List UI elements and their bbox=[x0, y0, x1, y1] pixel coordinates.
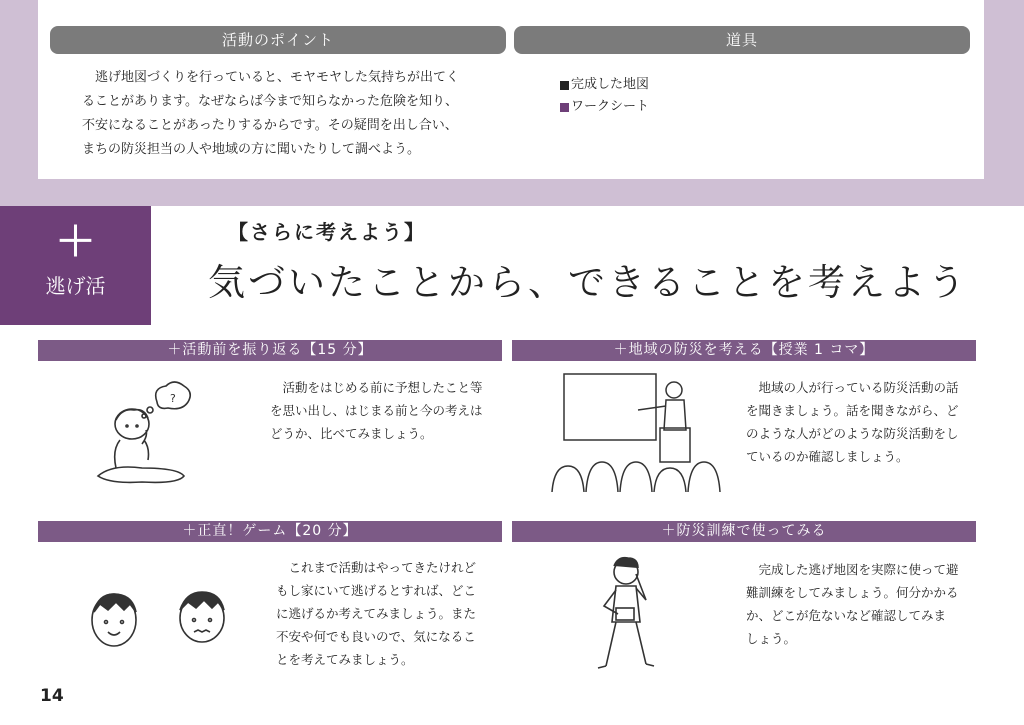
text-line: しょう。 bbox=[746, 631, 797, 646]
activity-title-bar: ＋活動前を振り返る【15 分】 bbox=[38, 340, 502, 361]
activity-text bbox=[746, 376, 976, 468]
text-line: 地域の人が行っている防災活動の話 bbox=[758, 380, 959, 395]
activity-text bbox=[270, 376, 502, 445]
list-item bbox=[560, 74, 649, 96]
text-line: 不安や何でも良いので、気になるこ bbox=[276, 629, 476, 644]
text-line: まちの防災担当の人や地域の方に聞いたりして調べよう。 bbox=[82, 142, 421, 157]
activity-title-bar: ＋正直！ゲーム【20 分】 bbox=[38, 521, 502, 542]
page-title: 気づいたことから、できることを考えよう bbox=[208, 261, 968, 304]
square-bullet-icon bbox=[560, 81, 569, 90]
page-number: 14 bbox=[40, 686, 64, 706]
person-with-map-icon bbox=[596, 556, 666, 672]
text-line: に逃げるか考えてみましょう。また bbox=[276, 606, 477, 621]
text-line: ることがあります。なぜならば今まで知らなかった危険を知り、 bbox=[82, 94, 458, 109]
two-faces-icon bbox=[86, 590, 236, 650]
text-line: とを考えてみましょう。 bbox=[276, 652, 414, 667]
thinking-child-icon bbox=[92, 378, 192, 493]
text-line: 難訓練をしてみましょう。何分かかる bbox=[746, 585, 959, 600]
lecture-audience-icon bbox=[546, 370, 722, 496]
section-badge bbox=[0, 206, 151, 325]
tool-label: 完成した地図 bbox=[571, 77, 650, 92]
tool-label: ワークシート bbox=[571, 99, 650, 114]
tools-list bbox=[560, 74, 649, 118]
text-line: どうか、比べてみましょう。 bbox=[270, 426, 433, 441]
section-label: 逃げ活 bbox=[45, 274, 106, 298]
text-line: 活動をはじめる前に予想したこと等 bbox=[282, 380, 483, 395]
svg-text:?: ? bbox=[170, 392, 176, 405]
tools-header: 道具 bbox=[514, 26, 970, 54]
subheading: 【さらに考えよう】 bbox=[228, 220, 426, 244]
square-bullet-icon bbox=[560, 103, 569, 112]
activity-title-bar: ＋防災訓練で使ってみる bbox=[512, 521, 976, 542]
text-line: を聞きましょう。話を聞きながら、ど bbox=[746, 403, 959, 418]
activity-text bbox=[746, 558, 976, 650]
text-line: か、どこが危ないなど確認してみま bbox=[746, 608, 947, 623]
text-line: ているのか確認しましょう。 bbox=[746, 449, 909, 464]
list-item bbox=[560, 96, 649, 118]
plus-icon: ＋ bbox=[55, 219, 96, 265]
text-line: もし家にいて逃げるとすれば、どこ bbox=[276, 583, 477, 598]
text-line: 不安になることがあったりするからです。その疑問を出し合い、 bbox=[82, 118, 458, 133]
activity-text bbox=[276, 556, 502, 671]
text-line: のような人がどのような防災活動をし bbox=[746, 426, 959, 441]
text-line: これまで活動はやってきたけれど bbox=[288, 560, 477, 575]
text-line: を思い出し、はじまる前と今の考えは bbox=[270, 403, 483, 418]
text-line: 逃げ地図づくりを行っていると、モヤモヤした気持ちが出てく bbox=[95, 70, 460, 85]
activity-points-header: 活動のポイント bbox=[50, 26, 506, 54]
activity-points-text bbox=[82, 66, 482, 162]
text-line: 完成した逃げ地図を実際に使って避 bbox=[758, 562, 959, 577]
activity-title-bar: ＋地域の防災を考える【授業 1 コマ】 bbox=[512, 340, 976, 361]
